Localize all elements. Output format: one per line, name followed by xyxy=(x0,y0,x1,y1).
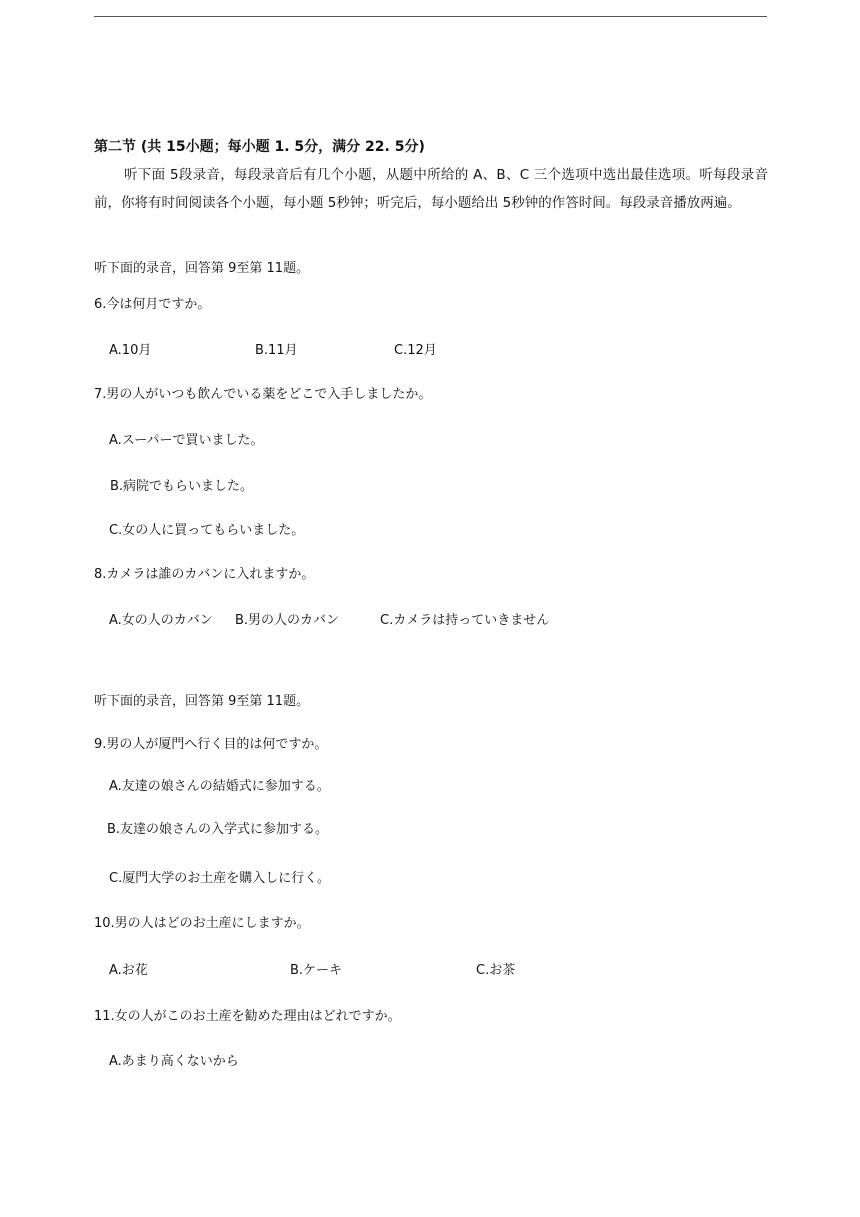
question-8: 8.カメラは誰のカバンに入れますか。 xyxy=(94,567,315,582)
option-7b: B.病院でもらいました。 xyxy=(110,479,254,494)
section-title: 第二节 (共 15小题；每小题 1. 5分，满分 22. 5分) xyxy=(94,139,425,155)
question-9: 9.男の人が厦門へ行く目的は何ですか。 xyxy=(94,737,328,752)
option-8b: B.男の人のカバン xyxy=(235,613,340,628)
question-10: 10.男の人はどのお土産にしますか。 xyxy=(94,916,310,931)
header-rule xyxy=(94,16,767,17)
option-10c: C.お茶 xyxy=(476,963,516,978)
option-7c: C.女の人に買ってもらいました。 xyxy=(109,523,305,538)
question-7: 7.男の人がいつも飲んでいる薬をどこで入手しましたか。 xyxy=(94,387,432,402)
option-9a: A.友達の娘さんの結婚式に参加する。 xyxy=(109,779,330,794)
group-heading: 听下面的录音，回答第 9至第 11题。 xyxy=(94,694,310,709)
option-9b: B.友達の娘さんの入学式に参加する。 xyxy=(107,822,329,837)
option-10a: A.お花 xyxy=(109,963,148,978)
group-heading: 听下面的录音，回答第 9至第 11题。 xyxy=(94,261,310,276)
option-6b: B.11月 xyxy=(255,343,298,358)
option-7a: A.スーパーで買いました。 xyxy=(109,433,264,448)
section-instructions: 听下面 5段录音，每段录音后有几个小题，从题中所给的 A、B、C 三个选项中选出最佳选项。听每段录音前，你将有时间阅读各个小题，每小题 5秒钟；听完后，每小题给出 5秒钟的作答时间。每段录音播放两遍。 xyxy=(94,167,768,211)
question-6: 6.今は何月ですか。 xyxy=(94,297,211,312)
option-6a: A.10月 xyxy=(109,343,152,358)
option-6c: C.12月 xyxy=(394,343,437,358)
option-9c: C.厦門大学のお土産を購入しに行く。 xyxy=(109,871,330,886)
option-10b: B.ケーキ xyxy=(290,963,343,978)
option-11a: A.あまり高くないから xyxy=(109,1054,239,1069)
option-8c: C.カメラは持っていきません xyxy=(380,613,550,628)
question-11: 11.女の人がこのお土産を勧めた理由はどれですか。 xyxy=(94,1009,401,1024)
option-8a: A.女の人のカバン xyxy=(109,613,213,628)
